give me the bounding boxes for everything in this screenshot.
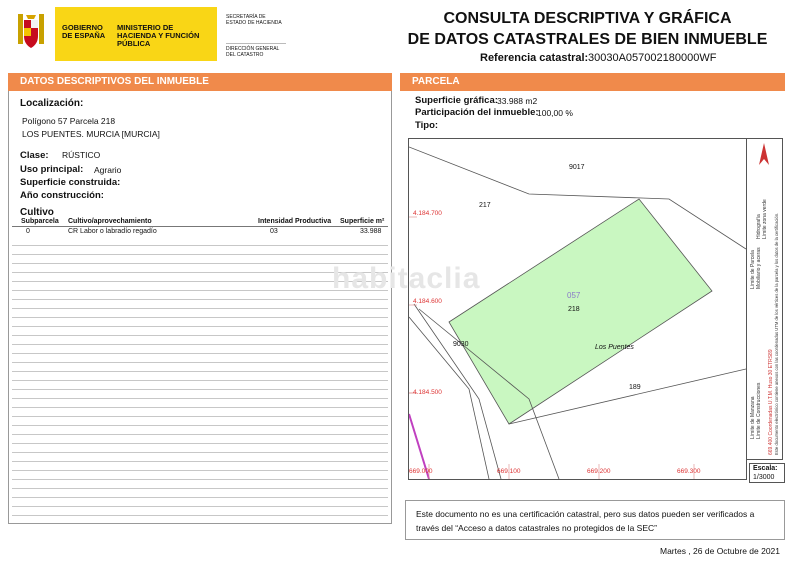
legend-zona-verde: Límite zona verde (762, 199, 768, 239)
direccion-label: DIRECCIÓN GENERAL DEL CATASTRO (226, 43, 286, 58)
legend-parcela: Límite de Parcela (750, 250, 756, 289)
boundary-line-north (409, 147, 746, 249)
coord-y-1: 4.184.700 (413, 210, 442, 217)
note-line-2: través del “Acceso a datos catastrales no protegidos de la SEC” (416, 523, 657, 533)
legend-hidrografia: Hidrografía (756, 214, 762, 239)
coord-x-1: 669.000 (409, 468, 433, 475)
title-line-2: DE DATOS CATASTRALES DE BIEN INMUEBLE (407, 31, 768, 48)
map-label-057: 057 (567, 291, 581, 300)
parcela-header: PARCELA (400, 73, 785, 91)
legend-construcciones: Límite de Construcciones (756, 382, 762, 439)
table-header-rule (12, 226, 388, 227)
cell-superficie: 33.988 (360, 228, 382, 235)
referencia-value: 30030A057002180000WF (588, 52, 717, 64)
legend-mobiliario: Mobiliario y aceras (756, 247, 762, 289)
cultivo-label: Cultivo (20, 207, 54, 218)
participacion-value: 100,00 % (537, 108, 573, 118)
clase-value: RÚSTICO (62, 150, 101, 160)
ministerio-label: MINISTERIO DE HACIENDA Y FUNCIÓN PÚBLICA (117, 23, 200, 48)
map-label-paraje: Los Puentes (595, 344, 634, 351)
superficie-grafica-label: Superficie gráfica: (415, 95, 498, 106)
coord-x-4: 669.300 (677, 468, 701, 475)
localizacion-label: Localización: (20, 98, 84, 109)
localizacion-line-1: Polígono 57 Parcela 218 (22, 116, 116, 126)
th-intensidad: Intensidad Productiva (258, 218, 332, 225)
bar-bold: INMUEBLE (156, 76, 209, 87)
document-date: Martes , 26 de Octubre de 2021 (660, 546, 781, 556)
legend-nota: Este documento electrónico contiene anexos con las coordenadas UTM de los vértices de la parcela y los datos de la certificación. (774, 212, 779, 455)
coat-of-arms-icon (16, 12, 46, 54)
map-label-9017: 9017 (569, 164, 585, 171)
th-subparcela: Subparcela (21, 218, 59, 225)
th-superficie: Superficie m² (340, 218, 385, 225)
anio-construccion-label: Año construcción: (20, 190, 104, 201)
watermark: habitaclia (332, 262, 481, 295)
legend-coordenadas: 669.400 Coordenadas U.T.M. Huso 30 ETRS89 (768, 349, 774, 455)
cadastral-map[interactable] (408, 138, 747, 480)
map-legend (746, 138, 783, 460)
participacion-label: Participación del inmueble: (415, 107, 539, 118)
superficie-grafica-value: 33.988 m2 (497, 96, 538, 106)
map-label-218: 218 (568, 306, 580, 313)
disclaimer-note (405, 500, 785, 540)
superficie-construida-label: Superficie construida: (20, 177, 121, 188)
uso-value: Agrario (94, 165, 122, 175)
page-title (400, 8, 775, 50)
secretaria-label: SECRETARÍA DE ESTADO DE HACIENDA (226, 14, 282, 26)
note-line-1: Este documento no es una certificación catastral, pero sus datos pueden ser verificados a (416, 509, 755, 519)
referencia-label: Referencia catastral: (480, 52, 589, 64)
clase-label: Clase: (20, 150, 49, 161)
uso-label: Uso principal: (20, 164, 84, 175)
map-label-189: 189 (629, 384, 641, 391)
datos-descriptivos-header (8, 73, 392, 91)
map-label-217: 217 (479, 202, 491, 209)
cell-intensidad: 03 (270, 228, 278, 235)
cell-cultivo: CR Labor o labradío regadío (68, 228, 157, 235)
escala-label: Escala: (753, 465, 778, 472)
map-label-9030: 9030 (453, 341, 469, 348)
legend-manzana: Límite de Manzana (750, 396, 756, 439)
coord-y-2: 4.184.600 (413, 298, 442, 305)
escala-value: 1/3000 (753, 474, 775, 481)
coord-y-3: 4.184.500 (413, 389, 442, 396)
north-arrow-icon (758, 143, 770, 165)
coord-x-2: 669.100 (497, 468, 521, 475)
escala-box (749, 463, 785, 483)
bar-prefix: DATOS DESCRIPTIVOS DEL (20, 76, 157, 87)
localizacion-line-2: LOS PUENTES. MURCIA [MURCIA] (22, 129, 160, 139)
coord-x-3: 669.200 (587, 468, 611, 475)
cell-subparcela: 0 (26, 228, 30, 235)
gobierno-label: GOBIERNO DE ESPAÑA (62, 23, 106, 40)
title-line-1: CONSULTA DESCRIPTIVA Y GRÁFICA (443, 10, 732, 27)
tipo-label: Tipo: (415, 120, 439, 131)
th-cultivo: Cultivo/aprovechamiento (68, 218, 152, 225)
parcel-218-shape[interactable] (449, 199, 712, 424)
